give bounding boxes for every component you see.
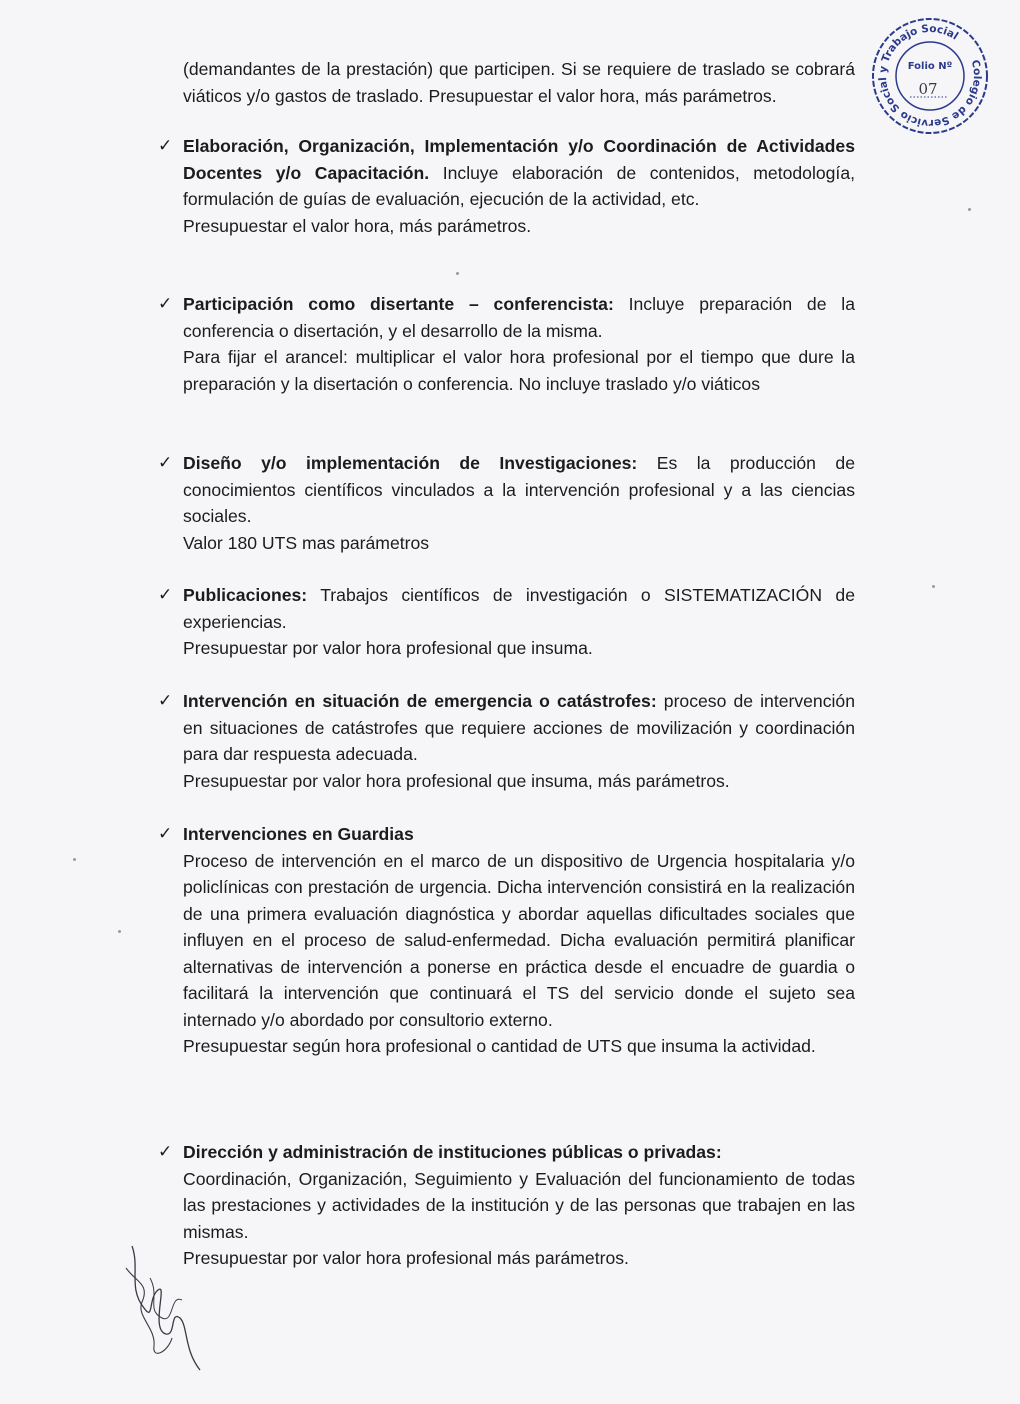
checkmark-icon: ✓ bbox=[158, 453, 173, 473]
item-paragraph bbox=[183, 133, 855, 213]
checkmark-icon: ✓ bbox=[158, 1142, 173, 1162]
item-extra: Presupuestar el valor hora, más parámetros. bbox=[183, 215, 532, 236]
signature-icon bbox=[110, 1238, 210, 1378]
intro-paragraph: (demandantes de la prestación) que participen. Si se requiere de traslado se cobrará viáticos y/o gastos de traslado. Presupuestar el valor hora, más parámetros. bbox=[183, 59, 855, 106]
item-text: Trabajos científicos de investigación o SISTEMATIZACIÓN de experiencias. bbox=[183, 585, 855, 632]
checkmark-icon: ✓ bbox=[158, 136, 173, 156]
list-item bbox=[158, 582, 858, 662]
item-title: Intervenciones en Guardias bbox=[183, 824, 414, 844]
speck bbox=[73, 858, 76, 861]
item-title: Elaboración, Organización, Implementación y/o Coordinación de Actividades Docentes y/o Capacitación. bbox=[183, 136, 855, 183]
item-text: Incluye preparación de la conferencia o disertación, y el desarrollo de la misma. bbox=[183, 294, 856, 341]
item-title: Diseño y/o implementación de Investigaciones: bbox=[183, 453, 638, 473]
speck bbox=[456, 272, 459, 275]
item-paragraph bbox=[183, 821, 855, 848]
item-extra: Para fijar el arancel: multiplicar el valor hora profesional por el tiempo que dure la preparación y la disertación o conferencia. No incluye traslado y/o viáticos bbox=[183, 347, 855, 394]
item-text: proceso de intervención en situaciones de catástrofes que requiere acciones de movilización y coordinación para dar respuesta adecuada. bbox=[183, 691, 855, 764]
item-title: Dirección y administración de instituciones públicas o privadas: bbox=[183, 1142, 722, 1162]
handwritten-signature bbox=[110, 1238, 210, 1378]
speck bbox=[118, 930, 121, 933]
list-item bbox=[158, 821, 858, 1060]
item-paragraph bbox=[183, 450, 855, 530]
item-paragraph bbox=[183, 1139, 855, 1166]
checkmark-icon: ✓ bbox=[158, 585, 173, 605]
item-text: Incluye elaboración de contenidos, metodología, formulación de guías de evaluación, ejecución de la actividad, etc. bbox=[183, 162, 855, 209]
item-paragraph bbox=[183, 688, 855, 768]
speck bbox=[932, 585, 935, 588]
list-item bbox=[158, 688, 858, 794]
item-extra: Presupuestar por valor hora profesional que insuma, más parámetros. bbox=[183, 770, 730, 791]
stamp-folio-number: 07 bbox=[918, 80, 938, 98]
item-extra: Coordinación, Organización, Seguimiento y Evaluación del funcionamiento de todas las prestaciones y actividades de la institución y de las personas que trabajen en las mismas. bbox=[183, 1168, 855, 1242]
checkmark-icon: ✓ bbox=[158, 294, 173, 314]
list-item bbox=[158, 450, 858, 556]
stamp-folio-label: Folio Nº bbox=[907, 61, 953, 72]
item-extra: Presupuestar según hora profesional o cantidad de UTS que insuma la actividad. bbox=[183, 1036, 816, 1056]
stamp-ring-text: Colegio de Servicio Social y Trabajo Social bbox=[876, 22, 984, 130]
list-item bbox=[158, 133, 858, 239]
item-extra: Proceso de intervención en el marco de un dispositivo de Urgencia hospitalaria y/o policlínicas con prestación de urgencia. Dicha intervención consistirá en la realización de una primera evaluación diagnóstica y abordar aquellas dificultades sociales que influyen en el proceso de salud-enfermedad. Dicha evaluación permitirá planificar alternativas de intervención a ponerse en práctica desde el encuadre de guardia o facilitará la intervención que continuará el TS del servicio donde el sujeto sea internado y/o abordado por consultorio externo. bbox=[183, 850, 855, 1030]
speck bbox=[968, 208, 971, 211]
item-extra: Presupuestar por valor hora profesional que insuma. bbox=[183, 638, 593, 658]
item-text: Es la producción de conocimientos científicos vinculados a la intervención profesional y a las ciencias sociales. bbox=[183, 453, 856, 526]
item-extra: Presupuestar por valor hora profesional más parámetros. bbox=[183, 1248, 629, 1268]
folio-stamp bbox=[868, 14, 992, 138]
item-paragraph bbox=[183, 582, 855, 635]
svg-text:Colegio de Servicio Social y T bbox=[868, 14, 992, 138]
stamp-seal-icon bbox=[868, 14, 992, 138]
item-paragraph bbox=[183, 291, 855, 344]
item-title: Participación como disertante – conferencista: bbox=[183, 294, 614, 314]
item-title: Intervención en situación de emergencia o catástrofes: bbox=[183, 691, 657, 711]
list-item bbox=[158, 291, 858, 397]
checkmark-icon: ✓ bbox=[158, 691, 173, 711]
item-title: Publicaciones: bbox=[183, 585, 308, 605]
checkmark-icon: ✓ bbox=[158, 824, 173, 844]
list-item bbox=[158, 1139, 858, 1272]
item-extra: Valor 180 UTS mas parámetros bbox=[183, 532, 430, 553]
